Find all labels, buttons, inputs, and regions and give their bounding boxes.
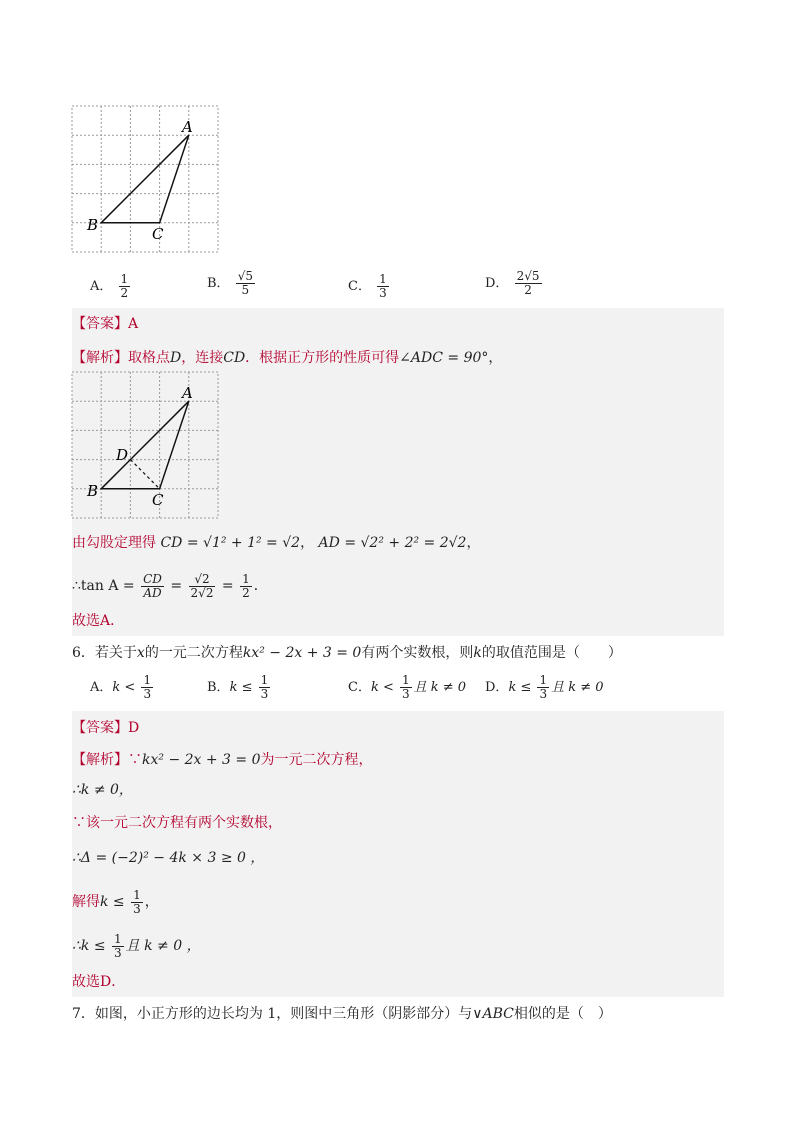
q6-option-c[interactable]: C．k < $\frac{1}{3}$ 且 k ≠ 0 bbox=[348, 673, 467, 701]
label-a: A bbox=[182, 118, 193, 136]
triangle-grid-figure-with-d bbox=[70, 370, 222, 522]
label-b: B bbox=[87, 216, 99, 234]
q7-stem: 7．如图，小正方形的边长均为 1，则图中三角形（阴影部分）与∨ABC相似的是（ ） bbox=[72, 1006, 612, 1022]
label-c: C bbox=[152, 225, 164, 243]
triangle-abc-2 bbox=[101, 401, 189, 489]
label-c2: C bbox=[152, 491, 164, 509]
label-d: D bbox=[116, 446, 129, 464]
label-a2: A bbox=[182, 384, 193, 402]
q5-answer: 【答案】A bbox=[72, 316, 139, 332]
q6-analysis-line5: 解得k ≤ $\frac{1}{3}$ ， bbox=[72, 887, 159, 916]
q6-analysis-line3: ∵该一元二次方程有两个实数根， bbox=[72, 815, 282, 831]
q5-tan-line: ∴tan A = $\frac{CD}{AD}$ = $\frac{√2}{2√2}$ = $\frac{1}{2}$ ． bbox=[72, 571, 268, 600]
q6-choose: 故选D． bbox=[72, 974, 126, 990]
q5-option-d[interactable]: D． $\frac{2√5}{2}$ bbox=[485, 269, 540, 297]
q5-analysis-line: 【解析】取格点D，连接CD．根据正方形的性质可得∠ADC = 90°， bbox=[72, 350, 503, 366]
q6-analysis-line4: ∴Δ = (−2)² − 4k × 3 ≥ 0 ， bbox=[72, 850, 265, 866]
q6-option-d[interactable]: D．k ≤ $\frac{1}{3}$ 且 k ≠ 0 bbox=[485, 673, 604, 701]
q5-option-c[interactable]: C． $\frac{1}{3}$ bbox=[348, 272, 387, 300]
q5-option-a[interactable]: A． $\frac{1}{2}$ bbox=[90, 272, 129, 300]
q6-option-a[interactable]: A．k < $\frac{1}{3}$ bbox=[90, 673, 152, 701]
segment-cd bbox=[130, 460, 159, 489]
q6-analysis-line6: ∴k ≤ $\frac{1}{3}$ 且 k ≠ 0 ， bbox=[72, 931, 201, 960]
label-b2: B bbox=[87, 482, 99, 500]
q5-option-b[interactable]: B． $\frac{√5}{5}$ bbox=[207, 269, 253, 297]
triangle-abc bbox=[101, 135, 189, 223]
q6-stem: 6．若关于x的一元二次方程kx² − 2x + 3 = 0有两个实数根，则k的取值范围是（ ） bbox=[72, 645, 622, 661]
q5-pythagoras-line: 由勾股定理得 CD = √1² + 1² = √2， AD = √2² + 2² = 2√2， bbox=[72, 535, 481, 551]
q6-analysis-line2: ∴k ≠ 0， bbox=[72, 782, 133, 798]
triangle-grid-figure bbox=[70, 104, 222, 256]
q6-analysis-line1: 【解析】∵kx² − 2x + 3 = 0为一元二次方程， bbox=[72, 752, 373, 768]
q6-option-b[interactable]: B．k ≤ $\frac{1}{3}$ bbox=[207, 673, 269, 701]
q6-answer: 【答案】D bbox=[72, 720, 140, 736]
q5-choose: 故选A． bbox=[72, 613, 125, 629]
